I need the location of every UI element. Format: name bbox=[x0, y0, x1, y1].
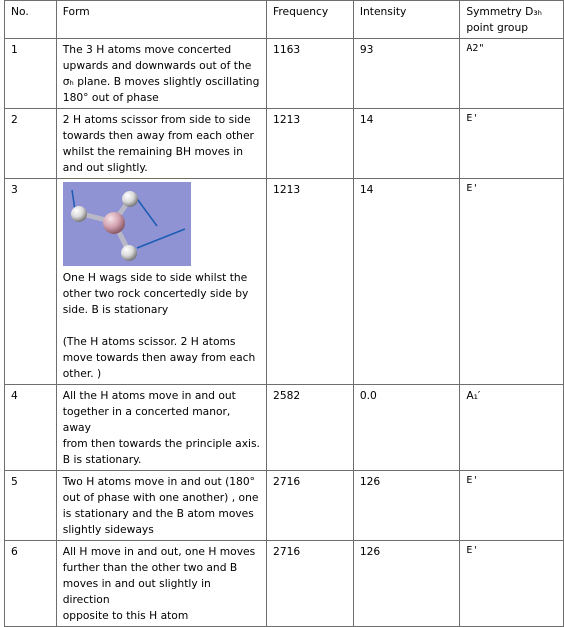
cell-frequency: 2716 bbox=[267, 471, 354, 541]
molecule-vibration-image bbox=[63, 182, 191, 266]
cell-symmetry: A₁′ bbox=[460, 385, 564, 471]
cell-intensity: 126 bbox=[353, 541, 460, 627]
header-intensity: Intensity bbox=[353, 1, 460, 39]
cell-form bbox=[56, 179, 266, 385]
form-line: and out slightly. bbox=[62, 161, 148, 174]
cell-no: 3 bbox=[5, 179, 57, 385]
form-line: σₕ plane. B moves slightly oscillating bbox=[62, 75, 260, 88]
form-line: together in a concerted manor, away bbox=[62, 405, 231, 434]
form-line: move towards then away from each bbox=[62, 351, 256, 364]
header-symmetry-line-1: Symmetry D₃ₕ bbox=[466, 5, 542, 18]
form-line: other. ) bbox=[62, 367, 102, 380]
cell-intensity: 14 bbox=[353, 179, 460, 385]
form-line: All H move in and out, one H moves bbox=[62, 545, 256, 558]
cell-frequency: 1213 bbox=[267, 109, 354, 179]
cell-no: 6 bbox=[5, 541, 57, 627]
cell-frequency: 1163 bbox=[267, 39, 354, 109]
cell-no: 2 bbox=[5, 109, 57, 179]
cell-frequency: 2716 bbox=[267, 541, 354, 627]
form-line: moves in and out slightly in direction bbox=[62, 577, 211, 606]
table-row bbox=[5, 109, 564, 179]
form-line: 2 H atoms scissor from side to side bbox=[62, 113, 251, 126]
form-line: (The H atoms scissor. 2 H atoms bbox=[62, 335, 236, 348]
header-no: No. bbox=[5, 1, 57, 39]
table-row bbox=[5, 39, 564, 109]
table-row bbox=[5, 471, 564, 541]
form-line: slightly sideways bbox=[62, 523, 154, 536]
cell-intensity: 14 bbox=[353, 109, 460, 179]
form-line: is stationary and the B atom moves bbox=[62, 507, 254, 520]
hydrogen-atom bbox=[122, 191, 138, 207]
header-form: Form bbox=[56, 1, 266, 39]
cell-symmetry: E' bbox=[460, 471, 564, 541]
form-line: side. B is stationary bbox=[62, 303, 169, 316]
form-line: 180° out of phase bbox=[62, 91, 159, 104]
form-line: other two rock concertedly side by bbox=[62, 287, 249, 300]
cell-symmetry: E' bbox=[460, 541, 564, 627]
form-line: from then towards the principle axis. bbox=[62, 437, 260, 450]
header-row bbox=[5, 1, 564, 39]
form-line: opposite to this H atom bbox=[62, 609, 189, 622]
paragraph-gap bbox=[63, 318, 260, 334]
form-line: The 3 H atoms move concerted bbox=[62, 43, 232, 56]
hydrogen-atom bbox=[121, 245, 137, 261]
cell-frequency: 1213 bbox=[267, 179, 354, 385]
cell-intensity: 93 bbox=[353, 39, 460, 109]
cell-form bbox=[56, 39, 266, 109]
cell-no: 4 bbox=[5, 385, 57, 471]
cell-symmetry: E' bbox=[460, 179, 564, 385]
form-line: whilst the remaining BH moves in bbox=[62, 145, 243, 158]
cell-form bbox=[56, 109, 266, 179]
cell-form bbox=[56, 385, 266, 471]
form-line: All the H atoms move in and out bbox=[62, 389, 236, 402]
hydrogen-atom bbox=[71, 206, 87, 222]
header-frequency: Frequency bbox=[267, 1, 354, 39]
table-row bbox=[5, 385, 564, 471]
cell-symmetry: E' bbox=[460, 109, 564, 179]
form-line: One H wags side to side whilst the bbox=[62, 271, 248, 284]
form-line: out of phase with one another) , one bbox=[62, 491, 259, 504]
cell-intensity: 0.0 bbox=[353, 385, 460, 471]
cell-no: 1 bbox=[5, 39, 57, 109]
form-line: Two H atoms move in and out (180° bbox=[62, 475, 255, 488]
cell-intensity: 126 bbox=[353, 471, 460, 541]
form-line: B is stationary. bbox=[62, 453, 142, 466]
cell-form bbox=[56, 541, 266, 627]
cell-form bbox=[56, 471, 266, 541]
form-line: towards then away from each other bbox=[62, 129, 254, 142]
form-line: upwards and downwards out of the bbox=[62, 59, 252, 72]
cell-frequency: 2582 bbox=[267, 385, 354, 471]
form-line: further than the other two and B bbox=[62, 561, 238, 574]
table-row bbox=[5, 179, 564, 385]
cell-no: 5 bbox=[5, 471, 57, 541]
vibrational-modes-table bbox=[4, 0, 564, 627]
table-row bbox=[5, 541, 564, 627]
cell-symmetry: A2" bbox=[460, 39, 564, 109]
boron-atom bbox=[103, 212, 125, 234]
header-symmetry bbox=[460, 1, 564, 39]
header-symmetry-line-2: point group bbox=[466, 21, 529, 34]
